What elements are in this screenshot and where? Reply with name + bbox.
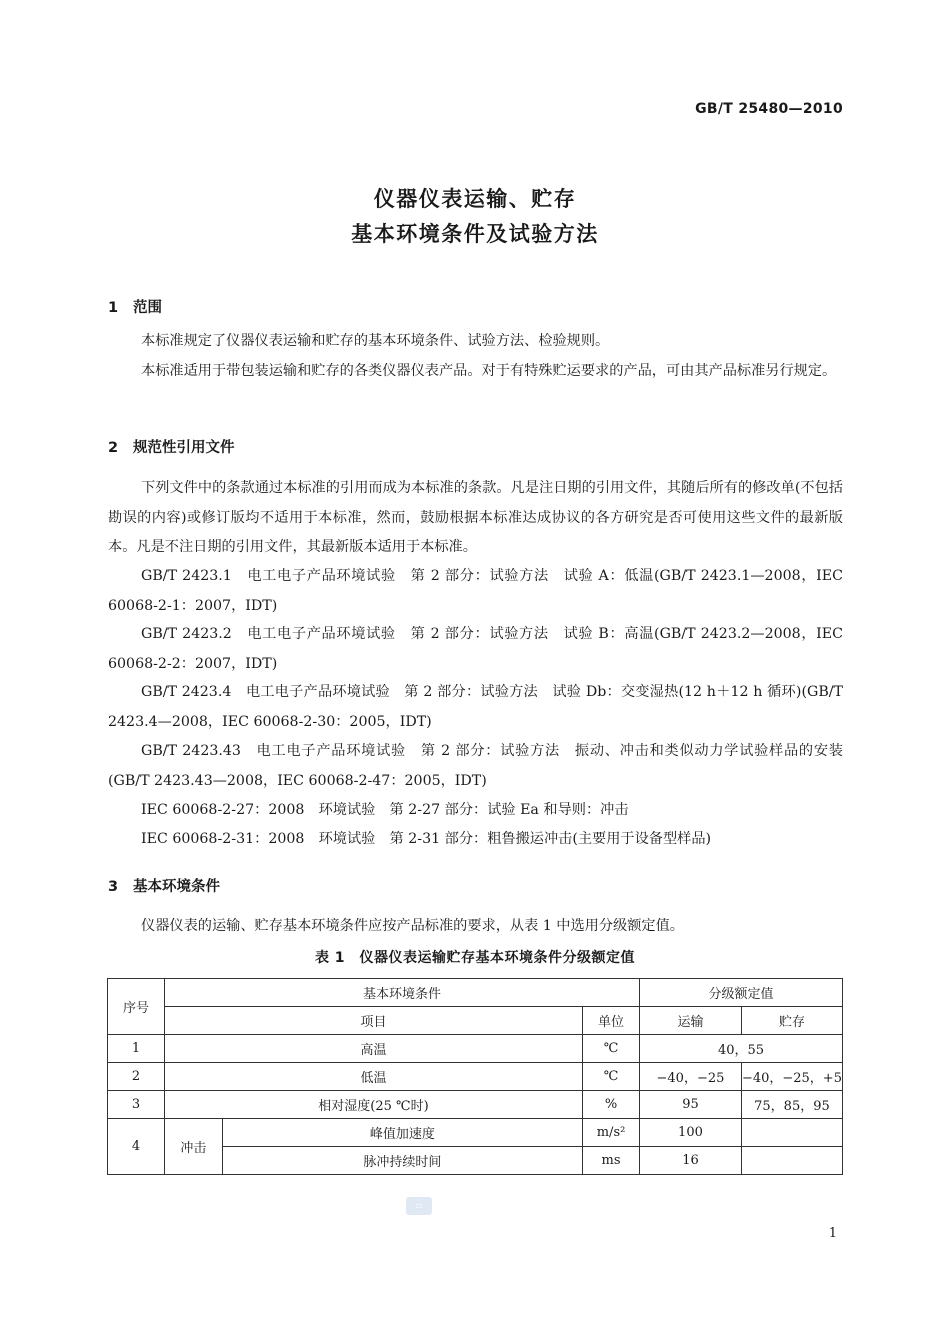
header-condition: 基本环境条件	[164, 979, 639, 1007]
table-header-row	[108, 979, 843, 1007]
section-3-heading	[108, 875, 220, 896]
cell-item: 相对湿度(25 ℃时)	[164, 1091, 582, 1119]
reference-1: GB/T 2423.1 电工电子产品环境试验 第 2 部分：试验方法 试验 A：低温(GB/T 2423.1—2008，IEC 60068-2-1：2007，IDT)	[108, 568, 843, 614]
environment-conditions-table	[107, 978, 843, 1175]
table-row	[108, 1063, 843, 1091]
section-title: 基本环境条件	[133, 879, 220, 895]
cell-transport: 100	[640, 1119, 742, 1147]
cell-unit: ℃	[583, 1035, 640, 1063]
cell-group: 冲击	[164, 1119, 222, 1175]
reference-5: IEC 60068-2-27：2008 环境试验 第 2-27 部分：试验 Ea 和导则：冲击	[141, 802, 629, 818]
cell-unit: m/s²	[583, 1119, 640, 1147]
table-caption: 表 1 仪器仪表运输贮存基本环境条件分级额定值	[314, 950, 636, 966]
cell-seq: 4	[108, 1119, 165, 1175]
section-2-intro: 下列文件中的条款通过本标准的引用而成为本标准的条款。凡是注日期的引用文件，其随后所有的修改单(不包括勘误的内容)或修订版均不适用于本标准，然而，鼓励根据本标准达成协议的各方研究是否可使用这些文件的最新版本。凡是不注日期的引用文件，其最新版本适用于本标准。	[108, 480, 843, 555]
table-row	[108, 1119, 843, 1147]
document-title-line-1: 仪器仪表运输、贮存	[373, 187, 577, 211]
cell-item: 低温	[164, 1063, 582, 1091]
cell-seq: 3	[108, 1091, 165, 1119]
reference-4: GB/T 2423.43 电工电子产品环境试验 第 2 部分：试验方法 振动、冲击和类似动力学试验样品的安装(GB/T 2423.43—2008，IEC 60068-2-47：2005，IDT)	[108, 743, 843, 789]
cell-transport: −40，−25	[640, 1063, 742, 1091]
cell-storage: 75，85，95	[741, 1091, 842, 1119]
header-rated-value: 分级额定值	[640, 979, 843, 1007]
cell-transport: 16	[640, 1147, 742, 1175]
header-transport: 运输	[640, 1007, 742, 1035]
cell-seq: 2	[108, 1063, 165, 1091]
reference-2: GB/T 2423.2 电工电子产品环境试验 第 2 部分：试验方法 试验 B：高温(GB/T 2423.2—2008，IEC 60068-2-2：2007，IDT)	[108, 626, 844, 672]
reference-3: GB/T 2423.4 电工电子产品环境试验 第 2 部分：试验方法 试验 Db：交变湿热(12 h＋12 h 循环)(GB/T 2423.4—2008，IEC 60068-2-30：2005，IDT)	[108, 684, 843, 730]
cell-item: 峰值加速度	[222, 1119, 582, 1147]
section-3-paragraph: 仪器仪表的运输、贮存基本环境条件应按产品标准的要求，从表 1 中选用分级额定值。	[141, 918, 684, 934]
section-number: 1	[108, 300, 119, 316]
header-item: 项目	[164, 1007, 582, 1035]
section-2-heading	[108, 436, 235, 457]
cell-storage: −40，−25，+5	[741, 1063, 842, 1091]
standard-number: GB/T 25480—2010	[695, 101, 843, 117]
table-subheader-row	[108, 1007, 843, 1035]
table-row	[108, 1091, 843, 1119]
section-1-heading	[108, 296, 162, 317]
cell-unit: ℃	[583, 1063, 640, 1091]
cell-item: 高温	[164, 1035, 582, 1063]
page-number: 1	[828, 1226, 837, 1241]
cell-item: 脉冲持续时间	[222, 1147, 582, 1175]
cell-storage	[741, 1119, 842, 1147]
cell-seq: 1	[108, 1035, 165, 1063]
reference-6: IEC 60068-2-31：2008 环境试验 第 2-31 部分：粗鲁搬运冲击(主要用于设备型样品)	[141, 831, 712, 847]
section-1-paragraph-1: 本标准规定了仪器仪表运输和贮存的基本环境条件、试验方法、检验规则。	[141, 333, 610, 349]
cell-unit: ms	[583, 1147, 640, 1175]
watermark-logo-icon: ▭	[406, 1197, 432, 1215]
header-storage: 贮存	[741, 1007, 842, 1035]
table-row	[108, 1035, 843, 1063]
cell-rated-merged: 40，55	[640, 1035, 843, 1063]
cell-transport: 95	[640, 1091, 742, 1119]
cell-storage	[741, 1147, 842, 1175]
document-title-line-2: 基本环境条件及试验方法	[351, 222, 599, 246]
section-title: 范围	[133, 300, 162, 316]
section-1-paragraph-2: 本标准适用于带包装运输和贮存的各类仪器仪表产品。对于有特殊贮运要求的产品，可由其产品标准另行规定。	[141, 363, 837, 379]
cell-unit: %	[583, 1091, 640, 1119]
section-title: 规范性引用文件	[133, 440, 235, 456]
section-number: 3	[108, 879, 119, 895]
header-seq: 序号	[108, 979, 165, 1035]
section-number: 2	[108, 440, 119, 456]
header-unit: 单位	[583, 1007, 640, 1035]
